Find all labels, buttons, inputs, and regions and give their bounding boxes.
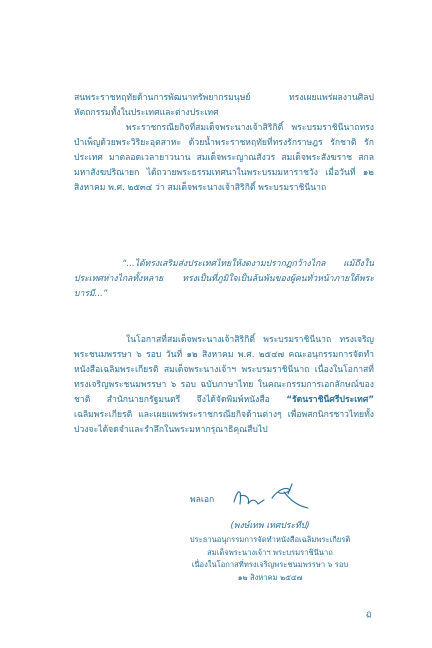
signer-title-line: สมเด็จพระนางเจ้าฯ พระบรมราชินีนาถ xyxy=(207,547,333,557)
paragraph-royal-duties: พระราชกรณียกิจที่สมเด็จพระนางเจ้าสิริกิติ์ พระบรมราชินีนาถทรงบำเพ็ญด้วยพระวิริยะอุตสาหะ ด้วยน้ำพระราชหฤทัยที่ทรงรักราษฎร รักชาติ รักประเทศ มาตลอดเวลายาวนาน สมเด็จพระญาณสังวร สมเด็จพระสังฆราช สกลมหาสังฆปริณายก ได้ถวายพระธรรมเทศนาในพระบรมมหาราชวัง เมื่อวันที่ ๑๒ สิงหาคม พ.ศ. ๒๕๓๔ ว่า สมเด็จพระนางเจ้าสิริกิติ์ พระบรมราชินีนาถ xyxy=(74,123,374,193)
paragraph-occasion xyxy=(74,333,374,438)
signer-title xyxy=(150,534,390,584)
signer-date: ๑๒ สิงหาคม ๒๕๔๗ xyxy=(237,572,303,582)
book-title: “รัตนราชินีศรีประเทศ” xyxy=(286,395,374,405)
occasion-text-after: เฉลิมพระเกียรติ และเผยแพร่พระราชกรณียกิจด้านต่างๆ เพื่อพสกนิกรชาวไทยทั้งปวงจะได้จดจำและรำลึกในพระมหากรุณาธิคุณสืบไป xyxy=(74,410,374,435)
page-number: ฏ xyxy=(366,609,372,618)
signer-name: (พงษ์เทพ เทศประทีป) xyxy=(230,521,310,531)
paragraph-quote: “...ได้ทรงเสริมส่งประเทศไทยให้งดงามปรากฏกว้างไกล แม้ถึงในประเทศห่างไกลทั้งหลาย ทรงเป็นที่ภูมิใจเป็นล้นพ้นของผู้คนทั่วหน้าภายใต้พระบารมี...” xyxy=(74,259,374,299)
signer-title-line: ประธานอนุกรรมการจัดทำหนังสือเฉลิมพระเกียรติ xyxy=(189,535,351,544)
handwritten-signature xyxy=(228,480,318,516)
occasion-text-before: ในโอกาสที่สมเด็จพระนางเจ้าสิริกิติ์ พระบรมราชินีนาถ ทรงเจริญพระชนมพรรษา ๖ รอบ วันที่ ๑๒ สิงหาคม พ.ศ. ๒๕๔๗ คณะอนุกรรมการจัดทำหนังสือเฉลิมพระเกียรติ สมเด็จพระนางเจ้าฯ พระบรมราชินีนาถ เนื่องในโอกาสที่ทรงเจริญพระชนมพรรษา ๖ รอบ ฉบับภาษาไทย ในคณะกรรมการเอกลักษณ์ของชาติ สำนักนายกรัฐมนตรี จึงได้จัดพิมพ์หนังสือ xyxy=(74,335,374,405)
paragraph-intro: สนพระราชหฤทัยด้านการพัฒนาทรัพยากรมนุษย์ ทรงเผยแพร่ผลงานศิลปหัตถกรรมทั้งในประเทศและต่างประเทศ xyxy=(74,93,374,118)
signer-rank: พลเอก xyxy=(190,495,215,505)
signer-title-line: เนื่องในโอกาสที่ทรงเจริญพระชนมพรรษา ๖ รอบ xyxy=(191,560,349,569)
